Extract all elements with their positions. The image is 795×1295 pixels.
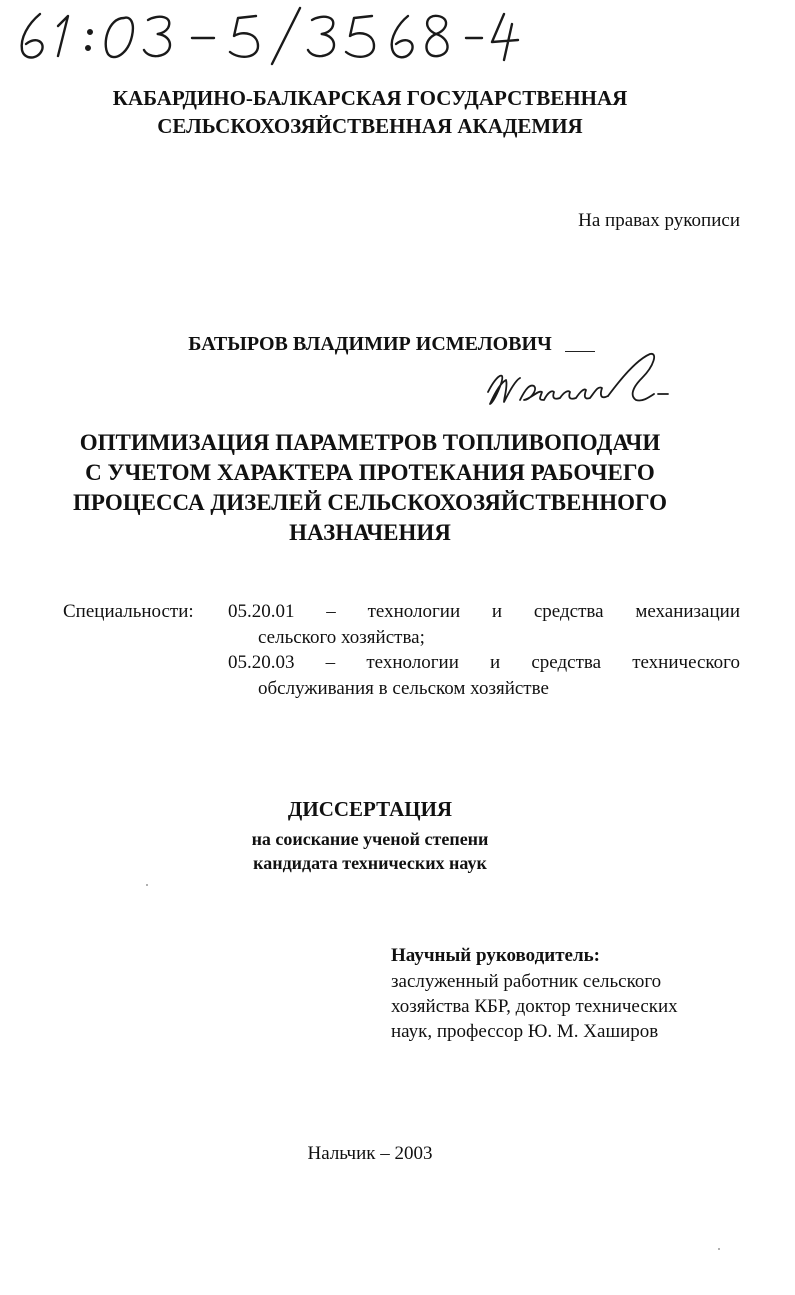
specialty-2-dash: – (325, 652, 336, 673)
place-and-year: Нальчик – 2003 (307, 1143, 433, 1164)
scan-speck (146, 884, 148, 886)
specialty-2-text: технологии и средства технического (366, 652, 740, 673)
title-line: НАЗНАЧЕНИЯ (289, 520, 451, 545)
advisor-line: заслуженный работник сельского (391, 971, 662, 992)
degree-line-2: кандидата технических наук (253, 853, 487, 873)
specialty-1-text: технологии и средства механизации (367, 601, 740, 622)
specialty-1-code: 05.20.01 (228, 601, 295, 622)
dissertation-heading: ДИССЕРТАЦИЯ (287, 797, 453, 821)
specialty-1-line (228, 599, 740, 624)
degree-line-1: на соискание ученой степени (251, 829, 489, 849)
specialty-2-line (228, 650, 740, 675)
author-name: БАТЫРОВ ВЛАДИМИР ИСМЕЛОВИЧ (188, 333, 552, 355)
specialty-1-dash: – (326, 601, 336, 622)
advisor-heading: Научный руководитель: (391, 945, 600, 966)
dissertation-title (30, 428, 710, 548)
institution-line-1: КАБАРДИНО-БАЛКАРСКАЯ ГОСУДАРСТВЕННАЯ (112, 86, 628, 110)
scan-speck (718, 1248, 720, 1250)
title-line: ОПТИМИЗАЦИЯ ПАРАМЕТРОВ ТОПЛИВОПОДАЧИ (79, 430, 661, 455)
institution-line-2: СЕЛЬСКОХОЗЯЙСТВЕННАЯ АКАДЕМИЯ (157, 114, 583, 138)
title-line: С УЧЕТОМ ХАРАКТЕРА ПРОТЕКАНИЯ РАБОЧЕГО (85, 460, 655, 485)
author-signature (480, 340, 680, 420)
specialty-1-continuation: сельского хозяйства; (258, 627, 425, 648)
specialty-2-code: 05.20.03 (228, 652, 295, 673)
handwritten-catalog-code (8, 4, 528, 66)
advisor-line: хозяйства КБР, доктор технических (391, 996, 678, 1017)
manuscript-rights-note: На правах рукописи (578, 210, 740, 231)
title-line: ПРОЦЕССА ДИЗЕЛЕЙ СЕЛЬСКОХОЗЯЙСТВЕННОГО (73, 490, 667, 515)
specialties-label: Специальности: (63, 601, 194, 622)
advisor-line: наук, профессор Ю. М. Хаширов (391, 1021, 659, 1042)
institution-name (0, 84, 740, 140)
specialty-2-continuation: обслуживания в сельском хозяйстве (258, 678, 549, 699)
